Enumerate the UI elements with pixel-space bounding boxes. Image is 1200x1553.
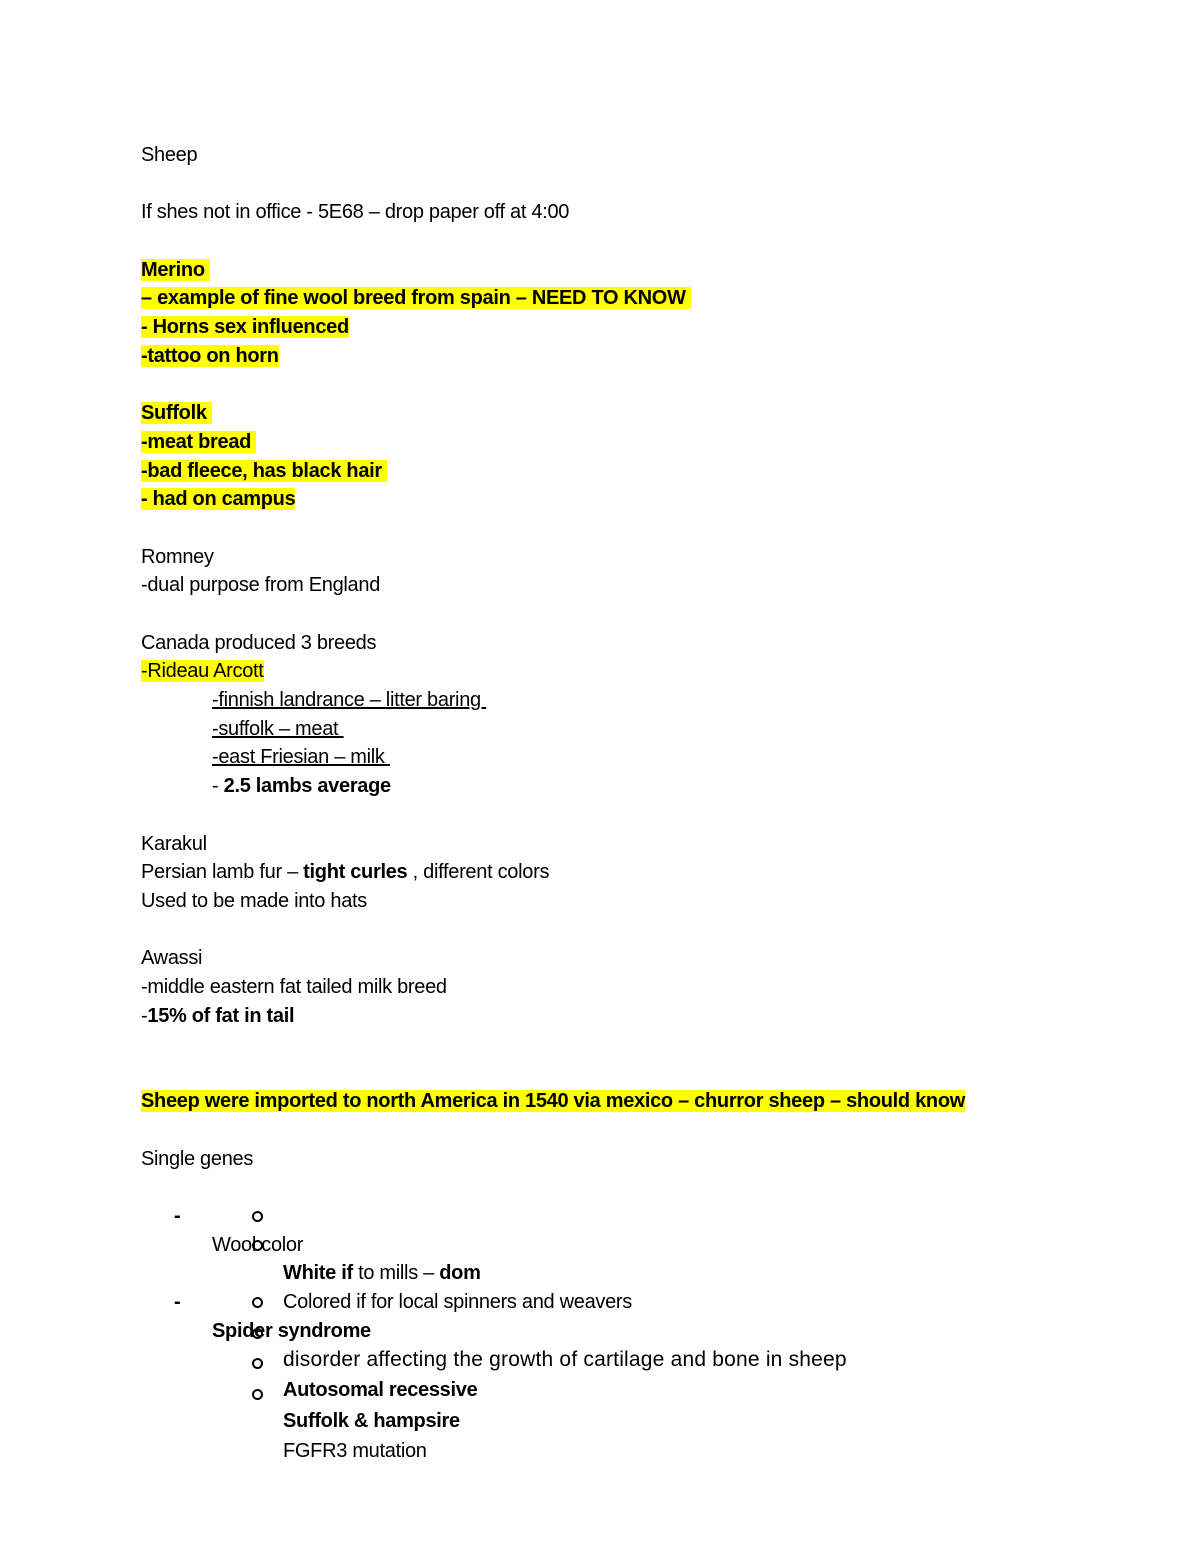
awassi-heading: Awassi [141,947,203,970]
merino-line: - Horns sex influenced [141,316,349,339]
circle-bullet-icon [252,1389,263,1400]
circle-bullet-icon [252,1297,263,1308]
dash-bullet-icon: - [174,1291,181,1314]
list-subitem: FGFR3 mutation [141,1380,1081,1411]
circle-bullet-icon [252,1240,263,1251]
list-subitem: White if to mills – dom [141,1202,1081,1231]
office-note: If shes not in office - 5E68 – drop paper off at 4:00 [141,201,570,224]
document-title: Sheep [141,144,198,166]
list-subitem: disorder affecting the growth of cartilage and bone in sheep [141,1288,1081,1319]
document-page [141,141,1081,1463]
spacer [141,227,1081,256]
circle-bullet-icon [252,1328,263,1339]
spacer [141,514,1081,543]
spacer [141,1030,1081,1087]
canada-heading: Canada produced 3 breeds [141,631,377,654]
suffolk-line: - had on campus [141,488,296,511]
romney-line: -dual purpose from England [141,574,381,597]
karakul-fur: Persian lamb fur – tight curles , different colors [141,861,550,884]
list-item-wool-color: - Wool color [141,1173,1081,1202]
awassi-fat: -15% of fat in tail [141,1004,295,1027]
merino-line: – example of fine wool breed from spain – NEED TO KNOW [141,284,1081,313]
dash-bullet-icon: - [174,1205,181,1228]
karakul-hats: Used to be made into hats [141,889,367,912]
spacer [141,801,1081,830]
list-subitem: Colored if for local spinners and weavers [141,1231,1081,1260]
canada-sub-line: -east Friesian – milk [212,746,390,769]
list-item-spider-syndrome: - Spider syndrome [141,1259,1081,1288]
spacer [141,600,1081,629]
list-subitem: Autosomal recessive [141,1319,1081,1350]
spacer [141,170,1081,199]
canada-sub-line: -suffolk – meat [212,717,344,740]
spacer [141,371,1081,400]
list-subitem: Suffolk & hampsire [141,1349,1081,1380]
merino-heading: Merino [141,256,1081,285]
single-genes-heading: Single genes [141,1147,254,1170]
canada-sub-line: -finnish landrance – litter baring [212,689,487,712]
suffolk-line: -bad fleece, has black hair [141,457,1081,486]
canada-breed: -Rideau Arcott [141,660,264,683]
circle-bullet-icon [252,1358,263,1369]
awassi-line: -middle eastern fat tailed milk breed [141,975,447,998]
canada-lambs: - 2.5 lambs average [212,775,391,798]
spacer [141,1116,1081,1145]
suffolk-heading: Suffolk [141,399,1081,428]
merino-line: -tattoo on horn [141,344,279,367]
romney-heading: Romney [141,545,214,568]
suffolk-line: -meat bread [141,428,1081,457]
circle-bullet-icon [252,1211,263,1222]
karakul-heading: Karakul [141,832,207,855]
spacer [141,916,1081,945]
import-note: Sheep were imported to north America in 1540 via mexico – churror sheep – should know [141,1090,966,1113]
